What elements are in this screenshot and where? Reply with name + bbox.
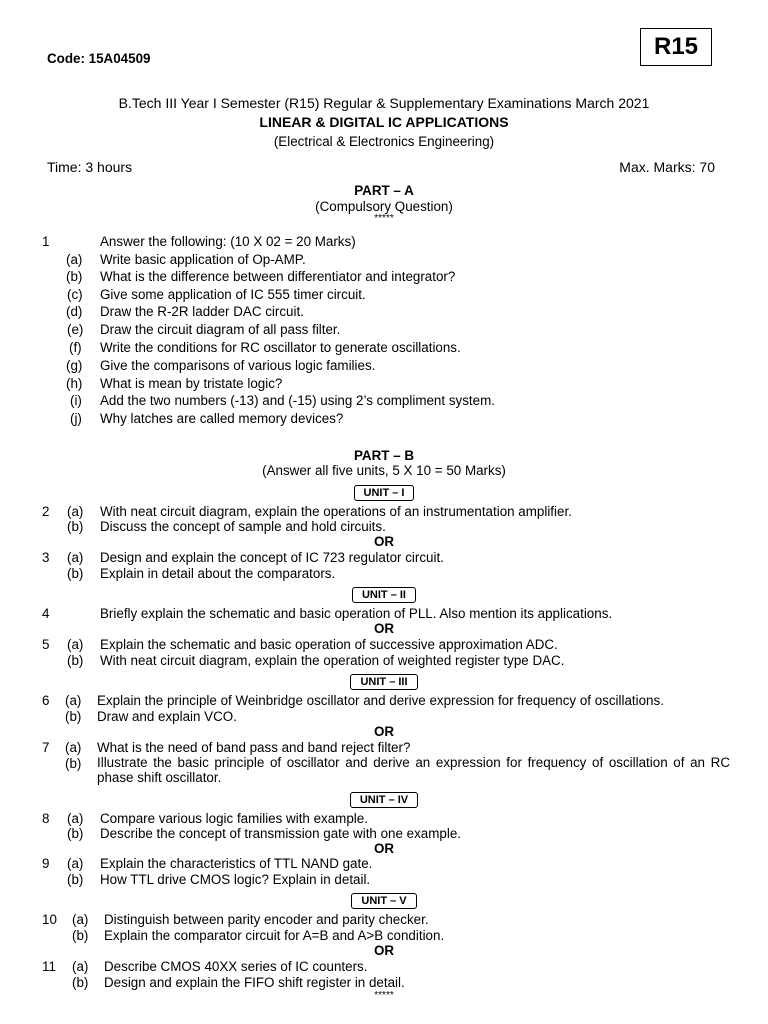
question-number-5: 5: [42, 637, 50, 652]
item-label: (a): [67, 637, 84, 652]
item-label: (a): [67, 856, 84, 871]
branch-name: (Electrical & Electronics Engineering): [273, 134, 495, 149]
list-item: Give some application of IC 555 timer circuit.: [100, 287, 366, 302]
list-item: What is mean by tristate logic?: [100, 376, 283, 391]
unit-3-label: UNIT – III: [350, 674, 417, 690]
question-number-11: 11: [42, 959, 56, 974]
item-label: (b): [67, 519, 84, 534]
item-label: (b): [72, 975, 89, 990]
question-9b: How TTL drive CMOS logic? Explain in detail.: [100, 872, 371, 887]
list-item: Give the comparisons of various logic families.: [100, 358, 376, 373]
question-8a: Compare various logic families with example.: [100, 811, 368, 826]
question-number-2: 2: [42, 504, 50, 519]
list-item: Add the two numbers (-13) and (-15) using 2’s compliment system.: [100, 393, 495, 408]
exam-title: B.Tech III Year I Semester (R15) Regular & Supplementary Examinations March 2021: [118, 95, 650, 111]
question-7a: What is the need of band pass and band reject filter?: [97, 740, 411, 755]
item-label: (b): [72, 928, 89, 943]
end-stars: *****: [374, 990, 394, 1001]
max-marks-label: Max. Marks: 70: [619, 159, 715, 175]
question-number-4: 4: [42, 606, 50, 621]
question-8b: Describe the concept of transmission gate with one example.: [100, 826, 461, 841]
question-9a: Explain the characteristics of TTL NAND gate.: [100, 856, 373, 871]
question-10a: Distinguish between parity encoder and parity checker.: [104, 912, 429, 927]
subject-code: Code: 15A04509: [47, 51, 151, 66]
or-separator: OR: [373, 724, 395, 739]
question-number-3: 3: [42, 550, 50, 565]
list-item: Draw the R-2R ladder DAC circuit.: [100, 304, 304, 319]
question-11a: Describe CMOS 40XX series of IC counters.: [104, 959, 368, 974]
item-label: (b): [65, 756, 82, 771]
item-label: (d): [66, 304, 83, 319]
item-label: (b): [65, 709, 82, 724]
item-label: (c): [67, 287, 83, 302]
regulation-box: R15: [640, 28, 712, 66]
question-11b: Design and explain the FIFO shift register in detail.: [104, 975, 405, 990]
item-label: (h): [66, 376, 83, 391]
part-a-subtitle: (Compulsory Question): [315, 199, 453, 214]
list-item: Draw the circuit diagram of all pass filter.: [100, 322, 341, 337]
time-label: Time: 3 hours: [47, 159, 133, 175]
question-2b: Discuss the concept of sample and hold circuits.: [100, 519, 386, 534]
question-7b: Illustrate the basic principle of oscillator and derive an expression for frequency of oscillation of an RC phase shift oscillator.: [97, 755, 730, 785]
unit-4-label: UNIT – IV: [350, 792, 418, 808]
question-5b: With neat circuit diagram, explain the operation of weighted register type DAC.: [100, 653, 565, 668]
question-3a: Design and explain the concept of IC 723 regulator circuit.: [100, 550, 444, 565]
question-number-7: 7: [42, 740, 50, 755]
question-6b: Draw and explain VCO.: [97, 709, 237, 724]
part-b-title: PART – B: [353, 448, 414, 463]
item-label: (b): [67, 566, 84, 581]
item-label: (a): [72, 912, 89, 927]
list-item: Write basic application of Op-AMP.: [100, 252, 306, 267]
question-1-intro: Answer the following: (10 X 02 = 20 Marks): [100, 234, 356, 249]
part-a-title: PART – A: [354, 183, 414, 198]
item-label: (j): [70, 411, 82, 426]
item-label: (b): [66, 269, 83, 284]
item-label: (b): [67, 826, 84, 841]
item-label: (a): [67, 811, 84, 826]
subject-title: LINEAR & DIGITAL IC APPLICATIONS: [259, 114, 509, 130]
item-label: (f): [69, 340, 82, 355]
item-label: (a): [67, 550, 84, 565]
unit-1-label: UNIT – I: [354, 485, 415, 501]
part-b-subtitle: (Answer all five units, 5 X 10 = 50 Marks): [262, 463, 506, 478]
item-label: (g): [66, 358, 83, 373]
question-number-8: 8: [42, 811, 50, 826]
question-number-10: 10: [42, 912, 57, 927]
question-3b: Explain in detail about the comparators.: [100, 566, 336, 581]
unit-2-label: UNIT – II: [352, 587, 416, 603]
question-6a: Explain the principle of Weinbridge oscillator and derive expression for frequency of oscillations.: [97, 693, 664, 708]
question-number-1: 1: [42, 234, 50, 249]
question-4: Briefly explain the schematic and basic operation of PLL. Also mention its applications.: [100, 606, 613, 621]
or-separator: OR: [373, 943, 395, 958]
or-separator: OR: [373, 841, 395, 856]
part-a-stars: *****: [374, 213, 394, 224]
item-label: (a): [66, 252, 83, 267]
item-label: (i): [70, 393, 82, 408]
list-item: Why latches are called memory devices?: [100, 411, 344, 426]
item-label: (a): [67, 504, 84, 519]
list-item: What is the difference between differentiator and integrator?: [100, 269, 456, 284]
item-label: (a): [65, 740, 82, 755]
question-10b: Explain the comparator circuit for A=B and A>B condition.: [104, 928, 445, 943]
or-separator: OR: [373, 534, 395, 549]
question-5a: Explain the schematic and basic operation of successive approximation ADC.: [100, 637, 558, 652]
item-label: (b): [67, 653, 84, 668]
or-separator: OR: [373, 621, 395, 636]
item-label: (a): [65, 693, 82, 708]
item-label: (e): [67, 322, 84, 337]
question-number-9: 9: [42, 856, 50, 871]
question-number-6: 6: [42, 693, 50, 708]
item-label: (b): [67, 872, 84, 887]
list-item: Write the conditions for RC oscillator to generate oscillations.: [100, 340, 461, 355]
unit-5-label: UNIT – V: [351, 893, 416, 909]
question-2a: With neat circuit diagram, explain the operations of an instrumentation amplifier.: [100, 504, 572, 519]
item-label: (a): [72, 959, 89, 974]
